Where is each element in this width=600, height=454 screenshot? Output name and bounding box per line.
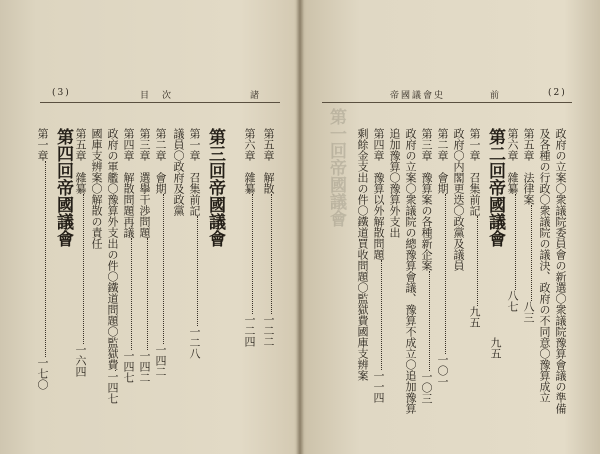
left-page-header-title: 目 次 (140, 91, 174, 101)
toc-entry: 政府の軍艦〇豫算外支出の件〇鐵道問題〇監獄費一四七 (106, 128, 119, 404)
toc-entry: 剩餘金支出の件〇鐵道買收問題〇監獄費國庫支辨案 (356, 128, 369, 381)
right-page-header-mark: 前 (490, 91, 502, 101)
toc-section-title: 第二回帝國議會九五 (485, 128, 505, 359)
toc-entry: 政府〇内閣更迭〇政黨及議員 (452, 128, 465, 271)
toc-entry: 第五章 法律案八三 (522, 128, 535, 323)
toc-entry: 政府の立案〇衆議院委員會の新選〇衆議院豫算會議の準備 (554, 128, 567, 414)
toc-entry: 第三章 選擧干渉問題一四二 (138, 128, 151, 383)
toc-entry: 政府の立案〇衆議院の總豫算會議、豫算不成立〇追加豫算 (404, 128, 417, 414)
toc-entry: 第二章 會期一〇一 (436, 128, 449, 387)
toc-entry: 第一章 召集前記九五 (468, 128, 481, 328)
toc-entry: 第一章 召集前記一二八 (188, 128, 201, 359)
toc-section-title: 第四回帝國議會 (53, 128, 73, 247)
bleed-through-text: 第一回帝國議會 (326, 108, 346, 227)
toc-entry: 第六章 雜纂八七 (506, 128, 519, 312)
left-page (0, 0, 298, 454)
right-page-number: (2) (548, 88, 567, 98)
right-header-rule (322, 102, 572, 103)
toc-entry: 第四章 豫算以外解散問題一一四 (372, 128, 385, 403)
toc-entry: 第三章 豫算案の各種新企案一〇三 (420, 128, 433, 404)
toc-entry: 及各種の行政〇衆議院の議決、政府の不同意〇豫算成立 (538, 128, 551, 403)
toc-entry: 追加豫算〇豫算外支出 (388, 128, 401, 238)
left-page-header-mark: 諸 (250, 91, 262, 101)
right-page-header-title: 帝國議會史 (390, 91, 446, 101)
toc-entry: 國庫支辨案〇解散の責任 (90, 128, 103, 249)
right-page (302, 0, 600, 454)
toc-entry: 第一章一七〇 (36, 128, 49, 390)
left-header-rule (40, 102, 280, 103)
toc-entry: 議員〇政府及政黨 (172, 128, 185, 216)
toc-entry: 第五章 雜纂一六四 (74, 128, 87, 377)
toc-entry: 第五章 解散一二二 (262, 128, 275, 347)
toc-entry: 第六章 雜纂一二四 (243, 128, 256, 347)
toc-section-title: 第三回帝國議會 (205, 128, 225, 247)
toc-entry: 第二章 會期一四二 (154, 128, 167, 377)
left-page-number: (3) (52, 88, 71, 98)
toc-entry: 第四章 解散問題再議一四七 (122, 128, 135, 383)
